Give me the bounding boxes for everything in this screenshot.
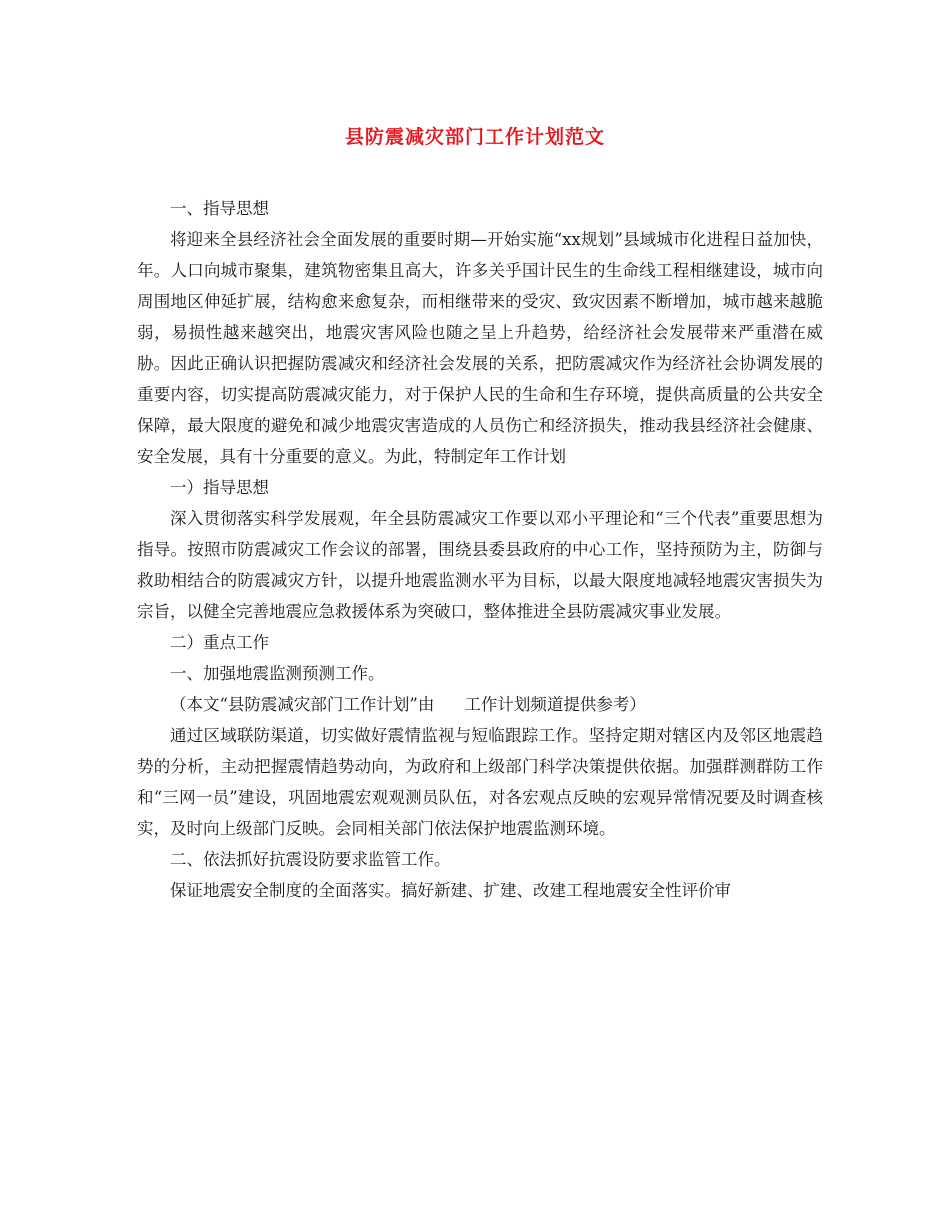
document-title: 县防震减灾部门工作计划范文 xyxy=(344,126,605,148)
paragraph: 深入贯彻落实科学发展观，年全县防震减灾工作要以邓小平理论和“三个代表”重要思想为指导。按照市防震减灾工作会议的部署，围绕县委县政府的中心工作，坚持预防为主，防御与救助相结合的防震减灾方针，以提升地震监测水平为目标，以最大限度地减轻地震灾害损失为宗旨，以健全完善地震应急救援体系为突破口，整体推进全县防震减灾事业发展。 xyxy=(137,509,823,621)
source-note-part-b: 工作计划频道提供参考） xyxy=(464,695,646,714)
paragraph: 通过区域联防渠道，切实做好震情监视与短临跟踪工作。坚持定期对辖区内及邻区地震趋势的分析，主动把握震情趋势动向，为政府和上级部门科学决策提供依据。加强群测群防工作和“三网一员”建设，巩固地震宏观观测员队伍，对各宏观点反映的宏观异常情况要及时调查核实，及时向上级部门反映。会同相关部门依法保护地震监测环境。 xyxy=(137,726,823,838)
section-heading: 二）重点工作 xyxy=(170,633,269,652)
paragraph: 保证地震安全制度的全面落实。搞好新建、扩建、改建工程地震安全性评价审 xyxy=(170,881,731,900)
source-note-part-a: （本文“县防震减灾部门工作计划”由 xyxy=(170,695,435,714)
section-heading: 二、依法抓好抗震设防要求监管工作。 xyxy=(170,850,451,869)
paragraph: 将迎来全县经济社会全面发展的重要时期—开始实施“xx规划”县域城市化进程日益加快，年。人口向城市聚集，建筑物密集且高大，许多关乎国计民生的生命线工程相继建设，城市向周围地区伸延扩展，结构愈来愈复杂，而相继带来的受灾、致灾因素不断增加，城市越来越脆弱，易损性越来越突出，地震灾害风险也随之呈上升趋势，给经济社会发展带来严重潜在威胁。因此正确认识把握防震减灾和经济社会发展的关系，把防震减灾作为经济社会协调发展的重要内容，切实提高防震减灾能力，对于保护人民的生命和生存环境，提供高质量的公共安全保障，最大限度的避免和减少地震灾害造成的人员伤亡和经济损失，推动我县经济社会健康、安全发展，具有十分重要的意义。为此，特制定年工作计划 xyxy=(137,230,823,466)
section-heading: 一）指导思想 xyxy=(170,478,269,497)
document-body xyxy=(137,193,823,906)
section-heading: 一、指导思想 xyxy=(170,199,269,218)
section-heading: 一、加强地震监测预测工作。 xyxy=(170,664,385,683)
source-note xyxy=(137,689,823,720)
